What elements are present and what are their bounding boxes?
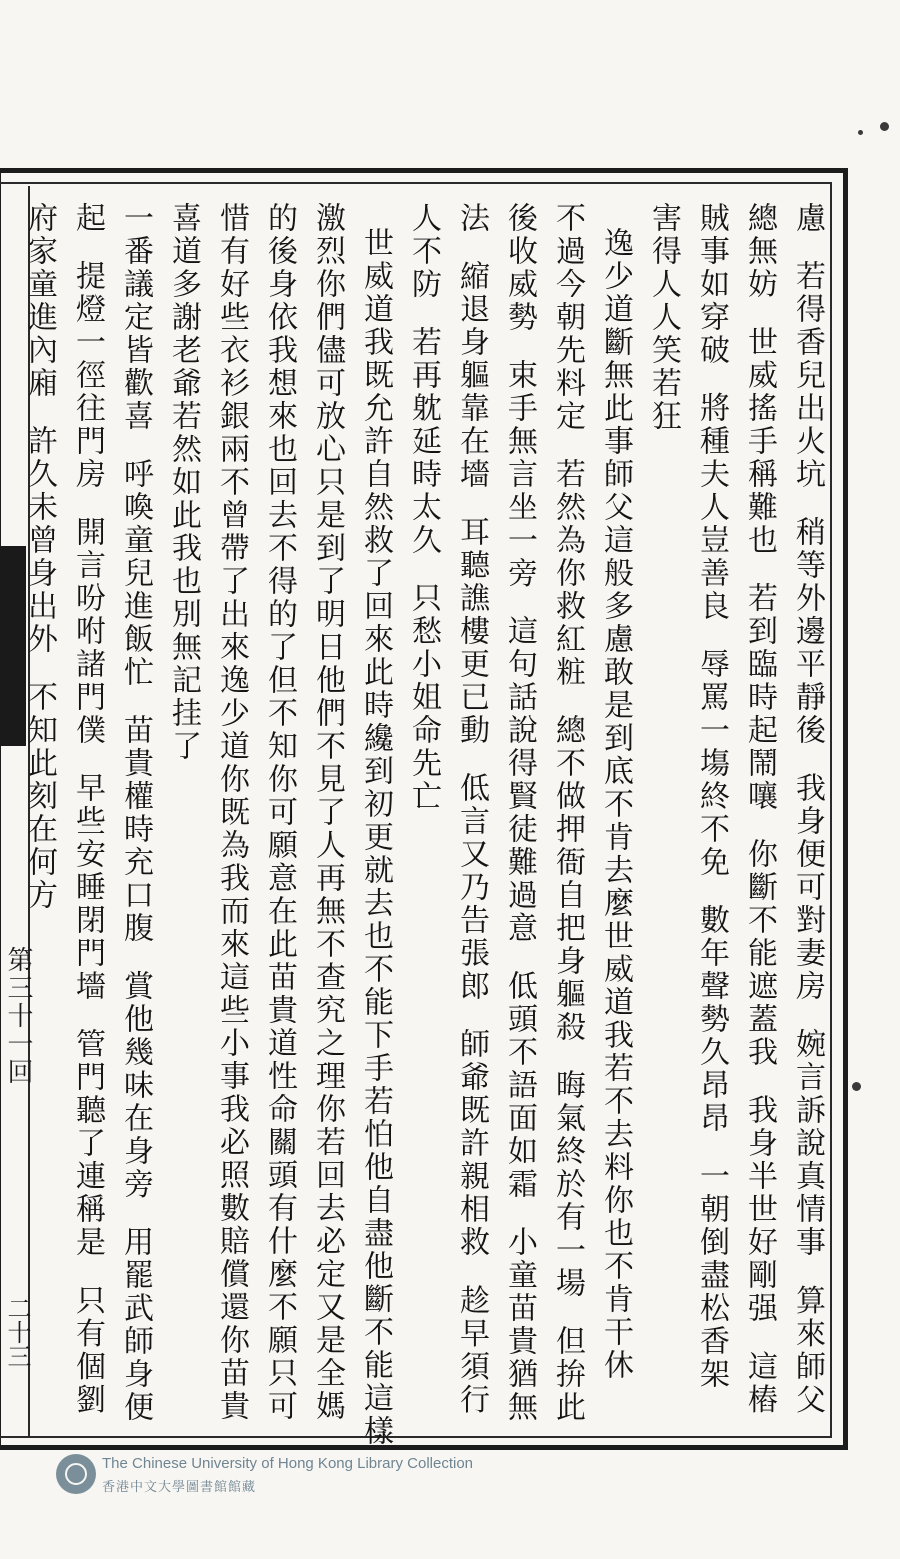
- ink-speck: [858, 130, 863, 135]
- text-column: 逸少道斷無此事師父這般多慮敢是到底不肯去麼世威道我若不去料你也不肯干休: [598, 202, 633, 1383]
- ink-speck: [880, 122, 889, 131]
- text-column: 世威道我既允許自然救了回來此時纔到初更就去也不能下手若怕他自盡他斷不能這樣: [358, 202, 393, 1449]
- folio-number: 二十三: [3, 1296, 31, 1368]
- chapter-label: 第三十一回: [3, 946, 33, 1086]
- text-column: 起 提燈一徑往門房 開言吩咐諸門僕 早些安睡閉門墻 管門聽了連稱是 只有個劉: [70, 202, 105, 1417]
- text-column: 賊事如穿破 將種夫人豈善良 辱罵一塲終不免 數年聲勢久昂昂 一朝倒盡松香架: [694, 202, 729, 1392]
- text-column: 一番議定皆歡喜 呼喚童兒進飯忙 苗貴權時充口腹 賞他幾味在身旁 用罷武師身便: [118, 202, 153, 1425]
- text-column: 的後身依我想來也回去不得的了但不知你可願意在此苗貴道性命關頭有什麼不願只可: [262, 202, 297, 1423]
- library-watermark: [56, 1452, 556, 1498]
- text-column: 害得人人笑若狂: [646, 202, 681, 433]
- watermark-text-en: The Chinese University of Hong Kong Library Collection: [102, 1455, 474, 1472]
- text-column: 總無妨 世威搖手稱難也 若到臨時起鬧嚷 你斷不能遮蓋我 我身半世好剛强 這樁: [742, 202, 777, 1417]
- ink-speck: [852, 1082, 861, 1091]
- text-column: 後收威勢 束手無言坐一旁 這句話說得賢徒難過意 低頭不語面如霜 小童苗貴猶無: [502, 202, 537, 1425]
- text-column: 惜有好些衣衫銀兩不曾帶了出來逸少道你既為我而來這些小事我必照數賠償還你苗貴: [214, 202, 249, 1423]
- library-logo-icon: [56, 1454, 96, 1494]
- text-column: 激烈你們儘可放心只是到了明日他們不見了人再無不查究之理你若回去必定又是全媽: [310, 202, 345, 1423]
- text-column: 不過今朝先料定 若然為你救紅粧 總不做押衙自把身軀殺 晦氣終於有一場 但拚此: [550, 202, 585, 1425]
- text-column: 法 縮退身軀靠在墻 耳聽譙樓更已動 低言又乃告張郎 師爺既許親相救 趁早須行: [454, 202, 489, 1417]
- text-column: 府家童進內廂 許久未曾身出外 不知此刻在何方: [22, 202, 57, 913]
- text-column: 人不防 若再躭延時太久 只愁小姐命先亡: [406, 202, 441, 814]
- watermark-text-zh: 香港中文大學圖書館館藏: [102, 1480, 257, 1495]
- text-body: [22, 186, 832, 1449]
- text-column: 喜道多謝老爺若然如此我也別無記挂了: [166, 202, 201, 763]
- text-column: 慮 若得香兒出火坑 稍等外邊平靜後 我身便可對妻房 婉言訴說真情事 算來師父: [790, 202, 825, 1417]
